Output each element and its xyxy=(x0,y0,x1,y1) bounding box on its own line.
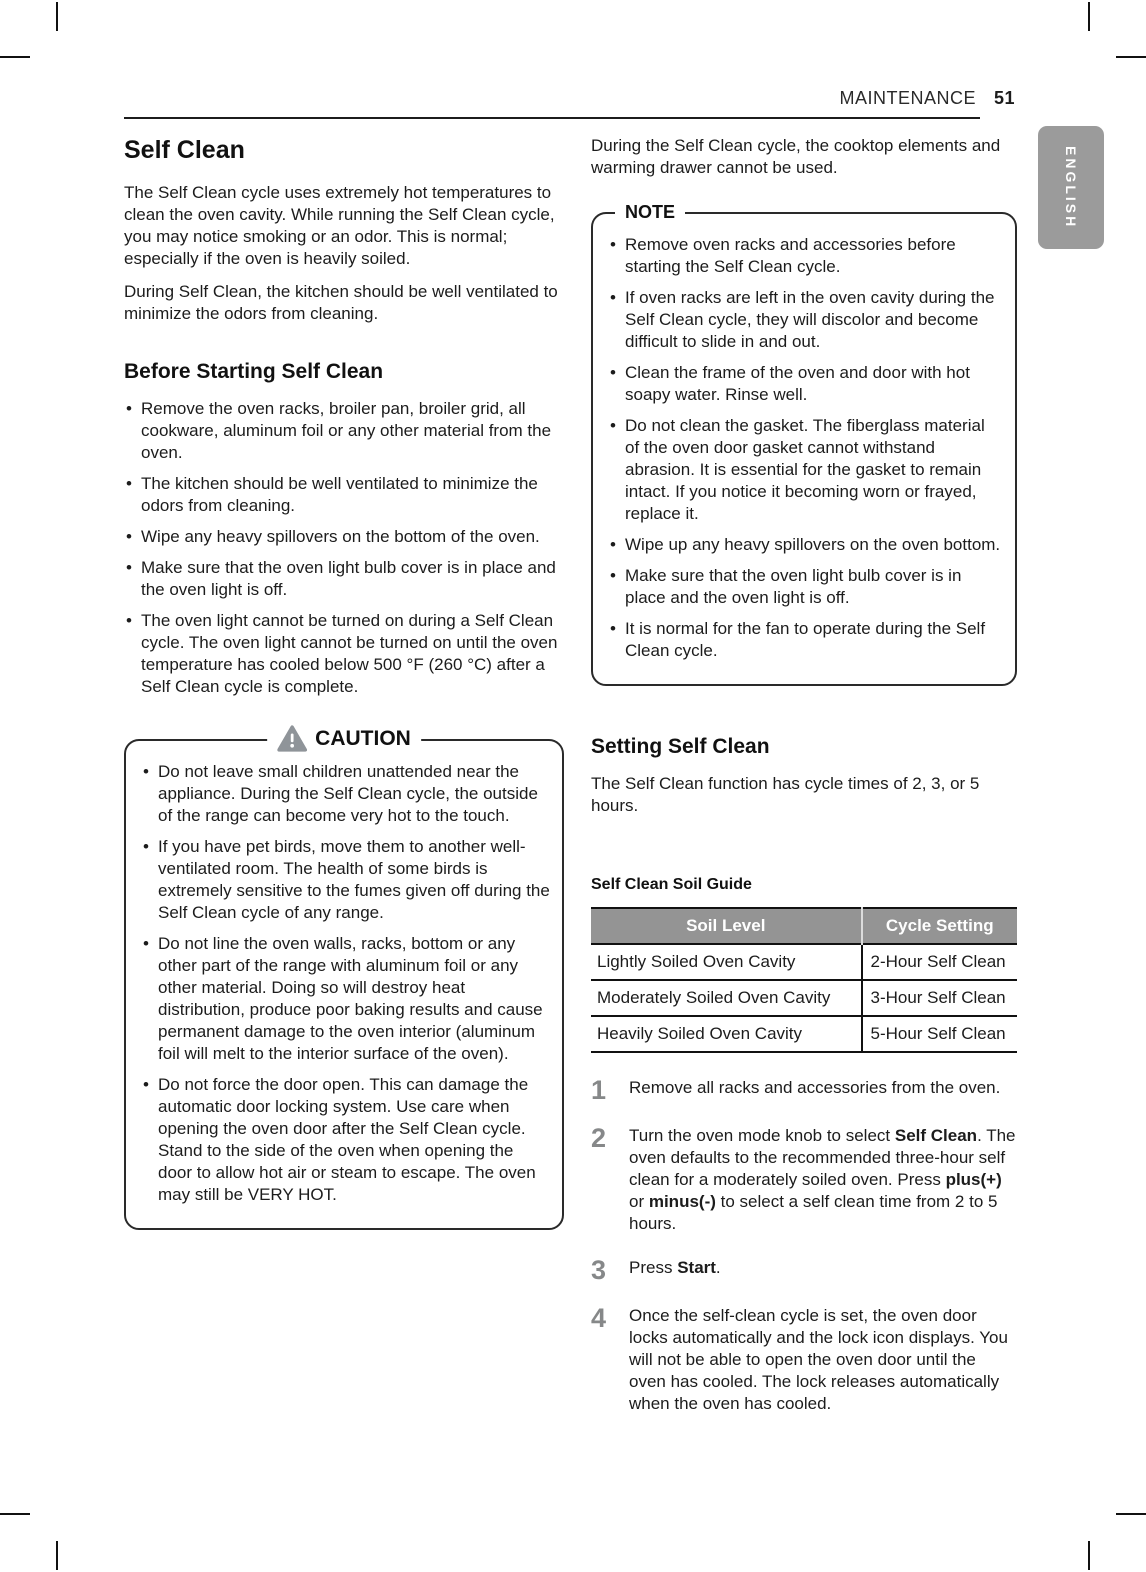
bullet-item: • Do not line the oven walls, racks, bottom or any other part of the range with aluminum foil or any other material. Doing so will destroy heat distribution, produce poor baking results and cause permanent damage to the oven interior (aluminum foil will melt to the interior surface of the oven). xyxy=(141,933,550,1065)
bullet-item: • Do not leave small children unattended near the appliance. During the Self Clean cycle, the outside of the range can become very hot to the touch. xyxy=(141,761,550,827)
table-cell: 3-Hour Self Clean xyxy=(862,980,1018,1016)
step-text: Once the self-clean cycle is set, the oven door locks automatically and the lock icon displays. You will not be able to open the oven door until the oven has cooled. The lock releases automatically when the oven has cooled. xyxy=(629,1306,1008,1413)
note-box xyxy=(591,202,1017,686)
bullet-item: • The oven light cannot be turned on during a Self Clean cycle. The oven light cannot be turned on until the oven temperature has cooled below 500 °F (260 °C) after a Self Clean cycle is complete. xyxy=(124,610,564,698)
table-header-cell: Soil Level xyxy=(591,908,862,944)
crop-mark xyxy=(1088,1541,1090,1570)
page-title: Self Clean xyxy=(124,136,245,164)
crop-mark xyxy=(0,1513,30,1515)
bullet-item: • The kitchen should be well ventilated to minimize the odors from cleaning. xyxy=(124,473,564,517)
before-starting-list xyxy=(124,398,564,698)
caution-box xyxy=(124,726,564,1230)
table-cell: Moderately Soiled Oven Cavity xyxy=(591,980,862,1016)
bullet-item: • Do not clean the gasket. The fiberglass material of the oven door gasket cannot withstand abrasion. It is essential for the gasket to remain intact. If you notice it becoming worn or frayed, replace it. xyxy=(608,415,1003,525)
note-list xyxy=(608,234,1003,662)
step-number: 2 xyxy=(591,1123,607,1153)
crop-mark xyxy=(1116,56,1146,58)
table-cell: Lightly Soiled Oven Cavity xyxy=(591,944,862,980)
caution-box-title xyxy=(267,725,421,752)
language-tab: ENGLISH xyxy=(1038,126,1104,249)
setting-self-clean-heading: Setting Self Clean xyxy=(591,735,770,758)
note-title-label: NOTE xyxy=(625,202,676,222)
crop-mark xyxy=(56,2,58,31)
crop-mark xyxy=(56,1541,58,1570)
left-column xyxy=(124,135,564,1230)
header-rule xyxy=(124,117,980,119)
bullet-item: • Make sure that the oven light bulb cover is in place and the oven light is off. xyxy=(608,565,1003,609)
soil-guide-title: Self Clean Soil Guide xyxy=(591,876,752,893)
bullet-item: • It is normal for the fan to operate during the Self Clean cycle. xyxy=(608,618,1003,662)
section-label: MAINTENANCE xyxy=(839,88,976,108)
right-column xyxy=(591,135,1017,1437)
soil-guide-table xyxy=(591,907,1017,1053)
before-starting-heading: Before Starting Self Clean xyxy=(124,360,384,383)
step-number: 4 xyxy=(591,1303,607,1333)
crop-mark xyxy=(1088,2,1090,31)
table-header-row xyxy=(591,908,1017,944)
step-item xyxy=(591,1125,1017,1235)
intro-paragraph: During the Self Clean cycle, the cooktop elements and warming drawer cannot be used. xyxy=(591,136,1001,177)
step-text: Turn the oven mode knob to select Self Clean. The oven defaults to the recommended three-hour self clean for a moderately soiled oven. Press plus(+) or minus(-) to select a self clean time from 2 to 5 hours. xyxy=(629,1126,1016,1233)
bullet-item: • Wipe any heavy spillovers on the bottom of the oven. xyxy=(124,526,564,548)
table-row xyxy=(591,980,1017,1016)
step-number: 1 xyxy=(591,1075,607,1105)
caution-title-label: CAUTION xyxy=(315,726,411,750)
setting-steps xyxy=(591,1077,1017,1415)
bullet-item: • If you have pet birds, move them to another well-ventilated room. The health of some birds is extremely sensitive to the fumes given off during the Self Clean cycle of any range. xyxy=(141,836,550,924)
crop-mark xyxy=(1116,1513,1146,1515)
table-header-cell: Cycle Setting xyxy=(862,908,1018,944)
setting-intro-paragraph: The Self Clean function has cycle times of 2, 3, or 5 hours. xyxy=(591,774,980,815)
crop-mark xyxy=(0,56,30,58)
bullet-item: • Wipe up any heavy spillovers on the oven bottom. xyxy=(608,534,1003,556)
bullet-item: • Clean the frame of the oven and door with hot soapy water. Rinse well. xyxy=(608,362,1003,406)
table-cell: 2-Hour Self Clean xyxy=(862,944,1018,980)
caution-list xyxy=(141,761,550,1206)
table-cell: Heavily Soiled Oven Cavity xyxy=(591,1016,862,1052)
bullet-item: • Remove oven racks and accessories before starting the Self Clean cycle. xyxy=(608,234,1003,278)
table-row xyxy=(591,1016,1017,1052)
page-header xyxy=(124,88,1015,109)
page-number: 51 xyxy=(993,88,1015,108)
note-box-title xyxy=(615,201,685,223)
step-text: Remove all racks and accessories from the oven. xyxy=(629,1078,1001,1097)
warning-triangle-icon xyxy=(277,725,307,752)
table-row xyxy=(591,944,1017,980)
step-item xyxy=(591,1257,1017,1283)
bullet-item: • Make sure that the oven light bulb cover is in place and the oven light is off. xyxy=(124,557,564,601)
step-item xyxy=(591,1305,1017,1415)
table-cell: 5-Hour Self Clean xyxy=(862,1016,1018,1052)
intro-paragraph: The Self Clean cycle uses extremely hot temperatures to clean the oven cavity. While running the Self Clean cycle, you may notice smoking or an odor. This is normal; especially if the oven is heavily soiled. xyxy=(124,183,555,268)
intro-paragraph: During Self Clean, the kitchen should be well ventilated to minimize the odors from cleaning. xyxy=(124,282,558,323)
step-item xyxy=(591,1077,1017,1103)
bullet-item: • Do not force the door open. This can damage the automatic door locking system. Use care when opening the oven door after the Self Clean cycle. Stand to the side of the oven when opening the door to allow hot air or steam to escape. The oven may still be VERY HOT. xyxy=(141,1074,550,1206)
step-number: 3 xyxy=(591,1255,607,1285)
bullet-item: • If oven racks are left in the oven cavity during the Self Clean cycle, they will discolor and become difficult to slide in and out. xyxy=(608,287,1003,353)
bullet-item: • Remove the oven racks, broiler pan, broiler grid, all cookware, aluminum foil or any other material from the oven. xyxy=(124,398,564,464)
step-text: Press Start. xyxy=(629,1258,721,1277)
